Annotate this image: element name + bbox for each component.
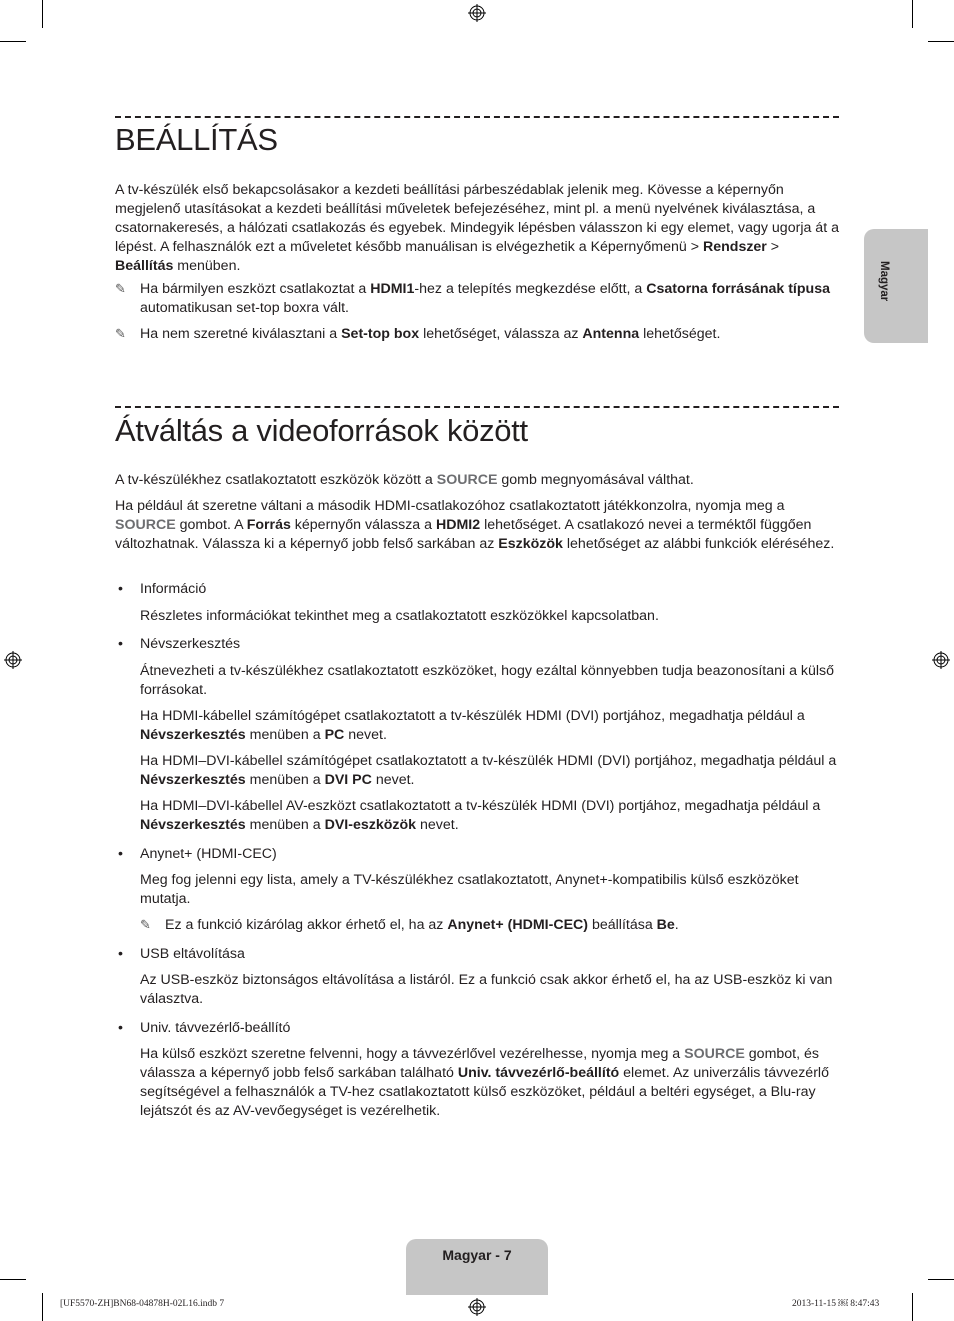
bullet-item: • Univ. távvezérlő-beállító [118,1020,291,1036]
intro-paragraph: A tv-készülék első bekapcsolásakor a kezdeti beállítási párbeszédablak jelenik meg. Kövesse a képernyőn megjelenő utasításokat a kezdeti beállítási műveletek befejezéséhez, mint pl. a menü nyelvének kiválasztása, a csatornakeresés, a hálózati csatlakozás és egyebek. Mindegyik lépésben válasszon ki egy elemet, vagy ugorja át a lépést. A felhasználók ezt a műveletet később manuálisan is elvégezhetik a Képernyőmenü > Rendszer > Beállítás menüben. [115,182,839,274]
note-item: ✎ Ez a funkció kizárólag akkor érhető el, ha az Anynet+ (HDMI-CEC) beállítása Be. [140,917,679,933]
pencil-note-icon: ✎ [115,282,126,297]
crop-mark [0,1279,26,1280]
registration-mark-icon [468,4,486,22]
registration-mark-icon [4,651,22,669]
pencil-note-icon: ✎ [140,918,151,933]
bullet-description: Ha HDMI–DVI-kábellel AV-eszközt csatlakoztatott a tv-készülék HDMI (DVI) portjához, megadhatja például a Névszerkesztés menüben a DVI-eszközök nevet. [140,798,821,833]
bullet-item: • Anynet+ (HDMI-CEC) [118,846,277,862]
crop-mark [42,1293,43,1321]
paragraph: Ha például át szeretne váltani a második HDMI-csatlakozóhoz csatlakoztatott játékkonzolra, nyomja meg a SOURCE gombot. A Forrás képernyőn válassza a HDMI2 lehetőséget. A csatlakozó nevei a terméktől függően változhatnak. Válassza ki a képernyő jobb felső sarkában az Eszközök lehetőséget az alábbi funkciók eléréséhez. [115,498,835,552]
crop-mark [928,1279,954,1280]
bullet-description: Az USB-eszköz biztonságos eltávolítása a listáról. Ez a funkció csak akkor érhető el, ha az USB-eszköz ki van választva. [140,972,833,1007]
crop-mark [42,0,43,28]
crop-mark [0,41,26,42]
print-slug-left: [UF5570-ZH]BN68-04878H-02L16.indb 7 [60,1299,225,1309]
bullet-description: Ha külső eszközt szeretne felvenni, hogy a távvezérlővel vezérelhesse, nyomja meg a SOURCE gombot, és válassza a képernyő jobb felső sarkában található Univ. távvezérlő-beállító elemet. Az univerzális távvezérlő segítségével a felhasználók a TV-hez csatlakoztatott külső eszközöket, például a beltéri egységet, a Blu-ray lejátszót és az AV-vevőegységet is vezérelhetik. [140,1046,829,1119]
section-title: Átváltás a videoforrások között [115,413,528,448]
crop-mark [912,0,913,28]
registration-mark-icon [932,651,950,669]
language-tab-label: Magyar [878,261,890,302]
paragraph: A tv-készülékhez csatlakoztatott eszközök között a SOURCE gomb megnyomásával válthat. [115,472,694,488]
bullet-description: Ha HDMI–DVI-kábellel számítógépet csatlakoztatott a tv-készülék HDMI (DVI) portjához, megadhatja például a Névszerkesztés menüben a DVI PC nevet. [140,753,837,788]
page-number-tab [406,1239,548,1295]
bullet-description: Átnevezheti a tv-készülékhez csatlakoztatott eszközöket, hogy ezáltal könnyebben tudja beazonosítani a külső forrásokat. [140,663,835,698]
bullet-description: Részletes információkat tekinthet meg a csatlakoztatott eszközökkel kapcsolatban. [140,608,659,624]
bullet-item: • Információ [118,581,207,597]
language-side-tab [864,229,928,343]
section-title: BEÁLLÍTÁS [115,122,278,157]
bullet-description: Ha HDMI-kábellel számítógépet csatlakoztatott a tv-készülék HDMI (DVI) portjához, megadhatja például a Névszerkesztés menüben a PC nevet. [140,708,805,743]
pencil-note-icon: ✎ [115,327,126,342]
registration-mark-icon [468,1298,486,1316]
bullet-item: • Névszerkesztés [118,636,241,652]
bullet-description: Meg fog jelenni egy lista, amely a TV-készülékhez csatlakoztatott, Anynet+-kompatibilis külső eszközöket mutatja. [140,872,799,907]
bullet-item: • USB eltávolítása [118,946,245,962]
section-divider [115,116,839,118]
print-slug-right: 2013-11-15 ￼ 8:47:43 [792,1299,880,1309]
crop-mark [912,1293,913,1321]
note-item: ✎ Ha nem szeretné kiválasztani a Set-top box lehetőséget, válassza az Antenna lehetőséget. [115,326,721,342]
crop-mark [928,41,954,42]
note-item: ✎ Ha bármilyen eszközt csatlakoztat a HDMI1-hez a telepítés megkezdése előtt, a Csatorna forrásának típusa automatikusan set-top boxra vált. [115,281,830,316]
section-divider [115,406,839,408]
page-number: Magyar - 7 [442,1247,512,1263]
